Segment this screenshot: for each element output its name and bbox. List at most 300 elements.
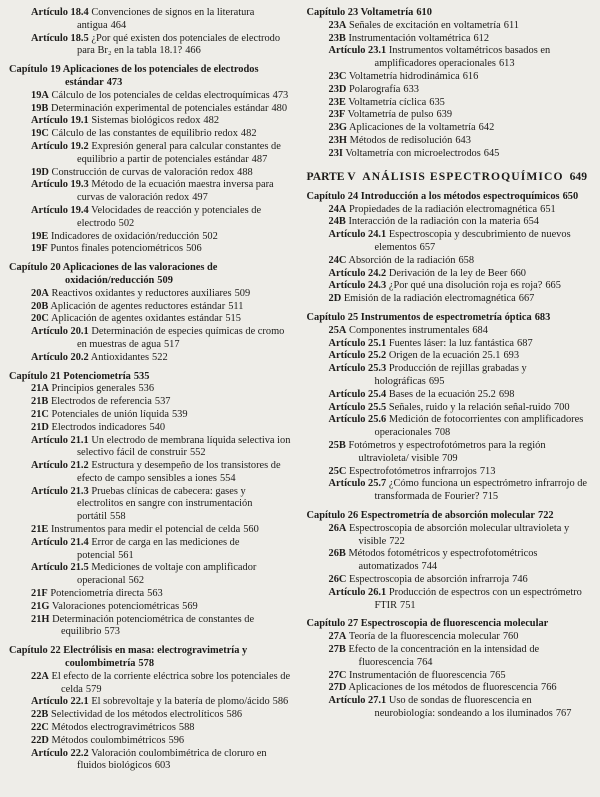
entry-label: Artículo 20.2 xyxy=(31,351,89,363)
entry-label: Artículo 24.1 xyxy=(328,229,387,241)
entry-page-number: 596 xyxy=(168,734,185,746)
toc-entry-article xyxy=(9,205,294,231)
entry-label: Artículo 18.5 xyxy=(31,32,89,44)
entry-title: Voltametría hidrodinámica xyxy=(348,70,460,82)
entry-title: Teoría de la fluorescencia molecular xyxy=(348,631,500,643)
entry-title: Métodos fotométricos y espectrofotométricos automatizados xyxy=(348,548,538,573)
entry-page-number: 693 xyxy=(503,350,520,362)
entry-page-number: 643 xyxy=(455,134,471,146)
entry-page-number: 586 xyxy=(226,709,243,721)
toc-entry-section xyxy=(307,523,592,549)
entry-label: 19E xyxy=(31,230,49,242)
entry-title: Introducción a los métodos espectroquímicos xyxy=(360,190,560,202)
toc-entry-section xyxy=(307,574,592,587)
toc-entry-article xyxy=(9,179,294,205)
toc-entry-section xyxy=(307,631,592,644)
entry-title: Absorción de la radiación xyxy=(348,254,456,266)
entry-page-number: 760 xyxy=(502,631,519,643)
entry-title: Señales, ruido y la relación señal-ruido xyxy=(388,401,551,413)
entry-title: Fotómetros y espectrofotómetros para la región ultravioleta/ visible xyxy=(348,439,546,464)
entry-label: Capítulo 27 xyxy=(306,618,359,630)
toc-entry-section xyxy=(9,671,294,697)
toc-entry-section xyxy=(307,97,592,110)
entry-page-number: 660 xyxy=(510,267,526,279)
entry-title: Polarografía xyxy=(349,83,401,95)
entry-page-number: 480 xyxy=(271,102,288,114)
toc-entry-section xyxy=(9,243,294,256)
entry-label: 23B xyxy=(328,32,346,44)
entry-label: 22D xyxy=(31,734,49,746)
entry-label: 21G xyxy=(31,600,50,612)
entry-page-number: 537 xyxy=(154,396,171,408)
toc-entry-article xyxy=(307,45,592,71)
toc-entry-section xyxy=(9,588,294,601)
entry-title: Electrodos indicadores xyxy=(51,421,147,433)
entry-page-number: 751 xyxy=(400,599,416,611)
toc-entry-section xyxy=(9,601,294,614)
entry-page-number: 709 xyxy=(442,452,458,464)
entry-label: 24C xyxy=(328,254,347,266)
toc-entry-article xyxy=(9,537,294,563)
entry-title: Cálculo de las constantes de equilibrio redox xyxy=(51,128,238,140)
entry-label: Artículo 25.7 xyxy=(328,478,387,490)
entry-page-number: 700 xyxy=(553,401,570,413)
toc-entry-section xyxy=(307,255,592,268)
entry-label: Artículo 21.3 xyxy=(31,485,89,497)
toc-entry-section xyxy=(307,84,592,97)
entry-title: Pruebas clínicas de cabecera: gases y electrolitos en sangre con instrumentación portátil xyxy=(77,485,253,523)
entry-page-number: 639 xyxy=(436,109,453,121)
entry-title: Medición de fotocorrientes con amplificadores operacionales xyxy=(374,414,584,439)
toc-entry-section xyxy=(307,216,592,229)
toc-entry-chapter xyxy=(307,191,592,204)
entry-title: Producción de espectros con un espectrómetro FTIR xyxy=(374,586,582,611)
entry-page-number: 487 xyxy=(251,153,268,165)
toc-entry-chapter xyxy=(307,312,592,325)
entry-title: Efecto de la concentración en la intensidad de fluorescencia xyxy=(348,643,540,668)
toc-entry-article xyxy=(9,562,294,588)
toc-entry-section xyxy=(307,293,592,306)
entry-label: 22B xyxy=(31,709,49,721)
toc-entry-section xyxy=(9,383,294,396)
entry-page-number: 695 xyxy=(428,375,445,387)
entry-title: Valoraciones potenciométricas xyxy=(51,600,180,612)
toc-entry-article xyxy=(307,414,592,440)
entry-title: Espectroscopia de fluorescencia molecular xyxy=(360,618,549,630)
entry-title: Uso de sondas de fluorescencia en neurobiología: sondeando a los iluminados xyxy=(374,695,553,719)
entry-title: Espectroscopia de absorción infrarroja xyxy=(349,573,510,585)
entry-title: Emisión de la radiación electromagnética xyxy=(343,293,516,305)
entry-page-number: 744 xyxy=(421,561,438,573)
entry-label: Capítulo 20 xyxy=(9,262,61,274)
entry-page-number: 509 xyxy=(234,287,251,299)
entry-page-number: 466 xyxy=(185,45,201,57)
toc-entry-section xyxy=(307,682,592,695)
entry-page-number: 687 xyxy=(517,337,533,349)
entry-label: 25B xyxy=(328,439,346,451)
entry-title: Un electrodo de membrana líquida selectiva ion selectivo fácil de construir xyxy=(77,434,291,459)
entry-page-number: 616 xyxy=(462,70,479,82)
toc-entry-article xyxy=(9,435,294,461)
entry-label: Artículo 19.3 xyxy=(31,179,89,191)
entry-title: Métodos electrogravimétricos xyxy=(51,722,176,734)
entry-title: Sistemas biológicos redox xyxy=(91,115,201,127)
entry-title: Aplicaciones de la voltametría xyxy=(349,122,476,134)
entry-page-number: 654 xyxy=(523,216,539,228)
entry-label: 26B xyxy=(328,548,346,560)
entry-page-number: 588 xyxy=(178,722,195,734)
entry-page-number: 766 xyxy=(541,682,557,694)
entry-page-number: 482 xyxy=(240,128,257,140)
entry-label: 26A xyxy=(328,522,347,534)
entry-label: 27A xyxy=(328,631,347,643)
entry-page-number: 563 xyxy=(147,588,163,600)
entry-title: Electrólisis en masa: electrogravimetría y coulombimetría xyxy=(63,645,248,670)
entry-title: Determinación potenciométrica de constantes de equilibrio xyxy=(52,613,255,638)
entry-title: Estructura y desempeño de los transistores de efecto de campo sensibles a iones xyxy=(77,460,281,484)
entry-page-number: 715 xyxy=(482,491,499,503)
entry-label: Artículo 21.4 xyxy=(31,536,89,548)
entry-page-number: 764 xyxy=(416,656,433,668)
toc-entry-section xyxy=(307,670,592,683)
entry-page-number: 562 xyxy=(128,575,145,587)
entry-label: 21E xyxy=(31,524,49,536)
entry-label: 23G xyxy=(328,122,347,134)
entry-page-number: 511 xyxy=(228,300,244,312)
entry-title: Selectividad de los métodos electrolíticos xyxy=(50,709,224,721)
entry-title: Métodos coulombimétricos xyxy=(51,734,166,746)
entry-label: Artículo 21.2 xyxy=(31,460,89,472)
entry-title: ANÁLISIS ESPECTROQUÍMICO xyxy=(362,169,564,183)
entry-label: 22A xyxy=(31,670,49,682)
entry-title: Espectrofotómetros infrarrojos xyxy=(349,465,477,477)
toc-entry-section xyxy=(9,422,294,435)
entry-label: 21F xyxy=(31,588,48,600)
entry-page-number: 464 xyxy=(110,19,127,31)
entry-page-number: 667 xyxy=(518,293,535,305)
entry-label: Artículo 25.1 xyxy=(328,337,387,349)
entry-title: ¿Por qué existen dos potenciales de electrodo para Br₂ en la tabla 18.1? xyxy=(77,32,281,57)
entry-title: Bases de la ecuación 25.2 xyxy=(388,388,496,400)
entry-page-number: 488 xyxy=(237,166,253,178)
toc-entry-article xyxy=(307,350,592,363)
entry-label: 27C xyxy=(328,669,347,681)
entry-label: 23I xyxy=(328,147,343,159)
entry-page-number: 497 xyxy=(192,192,208,204)
entry-page-number: 722 xyxy=(538,509,554,521)
entry-label: 23D xyxy=(328,83,347,95)
entry-label: 23C xyxy=(328,70,347,82)
entry-title: Aplicación de agentes reductores estándar xyxy=(50,300,226,312)
entry-title: Velocidades de reacción y potenciales de electrodo xyxy=(77,204,262,229)
entry-label: Artículo 19.1 xyxy=(31,115,89,127)
entry-title: Convenciones de signos en la literatura antigua xyxy=(77,7,255,31)
toc-entry-section xyxy=(9,288,294,301)
toc-entry-section xyxy=(9,301,294,314)
entry-page-number: 665 xyxy=(545,280,561,292)
entry-page-number: 509 xyxy=(157,274,173,286)
entry-page-number: 515 xyxy=(225,313,241,325)
entry-title: Aplicaciones de las valoraciones de oxidación/reducción xyxy=(62,262,218,286)
toc-entry-section xyxy=(9,231,294,244)
toc-entry-article xyxy=(9,115,294,128)
entry-label: 23A xyxy=(328,19,347,31)
toc-entry-section xyxy=(307,122,592,135)
toc-entry-section xyxy=(9,409,294,422)
entry-label: 21B xyxy=(31,396,49,408)
toc-entry-section xyxy=(307,325,592,338)
entry-title: Señales de excitación en voltametría xyxy=(349,19,501,31)
toc-entry-chapter xyxy=(307,510,592,523)
toc-column-left xyxy=(9,7,294,791)
toc-entry-article xyxy=(9,460,294,486)
entry-page-number: 767 xyxy=(555,707,572,719)
entry-label: 26C xyxy=(328,573,347,585)
entry-label: 27D xyxy=(328,682,347,694)
entry-title: Determinación experimental de potenciales estándar xyxy=(50,102,269,114)
entry-title: Mediciones de voltaje con amplificador operacional xyxy=(77,562,257,587)
toc-entry-section xyxy=(307,109,592,122)
toc-entry-section xyxy=(307,466,592,479)
entry-page-number: 645 xyxy=(483,147,500,159)
entry-label: Artículo 25.3 xyxy=(328,363,387,375)
entry-page-number: 522 xyxy=(152,351,168,363)
entry-title: Origen de la ecuación 25.1 xyxy=(388,350,501,362)
entry-page-number: 613 xyxy=(498,58,515,70)
entry-label: Artículo 21.5 xyxy=(31,562,89,574)
toc-entry-section xyxy=(307,33,592,46)
entry-page-number: 586 xyxy=(272,696,289,708)
toc-entry-article xyxy=(307,229,592,255)
toc-entry-section xyxy=(9,128,294,141)
entry-title: Espectroscopia y descubrimiento de nuevos elementos xyxy=(374,229,571,253)
toc-entry-article xyxy=(9,696,294,709)
entry-label: 19B xyxy=(31,102,49,114)
entry-page-number: 722 xyxy=(389,535,405,547)
toc-entry-section xyxy=(9,90,294,103)
entry-page-number: 517 xyxy=(163,338,180,350)
entry-title: Indicadores de oxidación/reducción xyxy=(50,230,200,242)
entry-page-number: 473 xyxy=(106,76,123,88)
toc-entry-article xyxy=(307,402,592,415)
toc-entry-section xyxy=(9,167,294,180)
toc-entry-section xyxy=(9,614,294,640)
entry-title: Reactivos oxidantes y reductores auxiliares xyxy=(51,287,232,299)
entry-label: Artículo 25.4 xyxy=(328,388,387,400)
toc-entry-chapter xyxy=(307,7,592,20)
entry-page-number: 535 xyxy=(133,370,150,382)
entry-page-number: 765 xyxy=(489,669,506,681)
entry-label: 27B xyxy=(328,643,346,655)
entry-page-number: 611 xyxy=(503,19,519,31)
toc-entry-section xyxy=(9,396,294,409)
entry-page-number: 554 xyxy=(219,472,236,484)
entry-label: 2D xyxy=(328,293,342,305)
entry-label: Capítulo 22 xyxy=(9,645,61,657)
toc-entry-chapter xyxy=(9,645,294,671)
entry-label: Artículo 22.1 xyxy=(31,696,89,708)
entry-label: 23H xyxy=(328,134,347,146)
entry-label: 24B xyxy=(328,216,346,228)
entry-title: Espectrometría de absorción molecular xyxy=(360,509,536,521)
entry-title: Instrumentos para medir el potencial de celda xyxy=(50,524,241,536)
entry-label: Capítulo 19 xyxy=(9,64,61,76)
entry-page-number: 579 xyxy=(85,683,102,695)
entry-page-number: 698 xyxy=(498,388,515,400)
toc-entry-section xyxy=(307,548,592,574)
entry-label: Artículo 20.1 xyxy=(31,326,89,338)
toc-entry-section xyxy=(9,722,294,735)
toc-entry-section xyxy=(307,135,592,148)
entry-page-number: 635 xyxy=(429,96,445,108)
entry-label: 21H xyxy=(31,613,50,625)
entry-title: Cálculo de los potenciales de celdas electroquímicas xyxy=(51,89,270,101)
entry-title: Instrumentos de espectrometría óptica xyxy=(360,311,532,323)
toc-entry-chapter xyxy=(307,618,592,631)
entry-page-number: 561 xyxy=(118,549,134,561)
entry-title: Expresión general para calcular constantes de equilibrio a partir de potenciales estándar xyxy=(77,140,281,165)
toc-entry-chapter xyxy=(9,371,294,384)
toc-entry-chapter xyxy=(9,262,294,288)
entry-page-number: 502 xyxy=(118,217,135,229)
entry-title: Voltametría con microelectrodos xyxy=(345,147,481,159)
toc-entry-section xyxy=(307,644,592,670)
entry-page-number: 540 xyxy=(149,421,166,433)
entry-title: Aplicación de agentes oxidantes estándar xyxy=(50,313,223,325)
entry-page-number: 633 xyxy=(403,83,419,95)
entry-title: Componentes instrumentales xyxy=(349,324,470,336)
entry-label: Artículo 23.1 xyxy=(328,45,387,57)
entry-label: 19D xyxy=(31,166,49,178)
entry-label: 23F xyxy=(328,109,346,121)
toc-entry-section xyxy=(9,524,294,537)
entry-title: Interacción de la radiación con la materia xyxy=(348,216,521,228)
entry-page-number: 539 xyxy=(171,408,188,420)
entry-title: Voltametría cíclica xyxy=(348,96,427,108)
toc-entry-section xyxy=(307,71,592,84)
entry-label: 19C xyxy=(31,128,49,140)
entry-label: Artículo 19.4 xyxy=(31,204,89,216)
entry-label: 25A xyxy=(328,324,347,336)
toc-entry-part xyxy=(307,170,592,184)
entry-label: Artículo 22.2 xyxy=(31,747,89,759)
entry-title: Instrumentación voltamétrica xyxy=(348,32,471,44)
entry-label: Artículo 21.1 xyxy=(31,434,89,446)
toc-entry-section xyxy=(9,103,294,116)
entry-label: 21A xyxy=(31,383,49,395)
entry-title: Determinación de especies químicas de cromo en muestras de agua xyxy=(77,326,285,350)
entry-label: Capítulo 21 xyxy=(9,370,61,382)
entry-title: ¿Cómo funciona un espectrómetro infrarrojo de transformada de Fourier? xyxy=(374,478,588,503)
entry-label: Capítulo 24 xyxy=(306,190,359,202)
toc-entry-article xyxy=(307,268,592,281)
entry-label: Artículo 18.4 xyxy=(31,7,89,18)
entry-label: Capítulo 26 xyxy=(306,509,359,521)
entry-label: 24A xyxy=(328,203,347,215)
entry-label: 20A xyxy=(31,287,49,299)
entry-title: ¿Por qué una disolución roja es roja? xyxy=(388,280,543,292)
toc-entry-article xyxy=(307,695,592,721)
entry-label: 22C xyxy=(31,722,49,734)
entry-label: Artículo 27.1 xyxy=(328,695,387,707)
entry-page-number: 573 xyxy=(104,626,120,638)
entry-title: Instrumentación de fluorescencia xyxy=(349,669,487,681)
entry-label: 21D xyxy=(31,421,49,433)
entry-page-number: 536 xyxy=(138,383,155,395)
entry-page-number: 650 xyxy=(562,190,579,202)
toc-entry-article xyxy=(9,486,294,524)
entry-page-number: 612 xyxy=(473,32,490,44)
toc-column-right xyxy=(307,7,592,791)
toc-entry-section xyxy=(307,440,592,466)
toc-entry-article xyxy=(9,33,294,59)
entry-label: Artículo 24.3 xyxy=(328,280,387,292)
entry-page-number: 746 xyxy=(512,573,528,585)
entry-title: Propiedades de la radiación electromagnética xyxy=(349,203,538,215)
entry-page-number: 502 xyxy=(202,230,218,242)
toc-entry-article xyxy=(9,141,294,167)
entry-title: Producción de rejillas grabadas y holográficas xyxy=(374,363,527,387)
entry-label: 21C xyxy=(31,408,49,420)
entry-title: Puntos finales potenciométricos xyxy=(50,243,184,255)
toc-entry-section xyxy=(307,20,592,33)
toc-entry-article xyxy=(9,7,294,33)
entry-label: Artículo 25.2 xyxy=(328,350,387,362)
toc-entry-section xyxy=(9,313,294,326)
entry-title: Potenciometría xyxy=(63,370,131,382)
entry-title: El sobrevoltaje y la batería de plomo/ácido xyxy=(91,696,270,708)
entry-title: Electrodos de referencia xyxy=(50,396,152,408)
entry-page-number: 684 xyxy=(472,324,488,336)
toc-entry-article xyxy=(307,587,592,613)
entry-title: Espectroscopia de absorción molecular ultravioleta y visible xyxy=(349,522,570,547)
entry-page-number: 610 xyxy=(416,7,432,18)
entry-page-number: 578 xyxy=(138,658,155,670)
entry-title: El efecto de la corriente eléctrica sobre los potenciales de celda xyxy=(51,670,291,695)
entry-title: Aplicaciones de los potenciales de electrodos estándar xyxy=(62,64,259,88)
toc-entry-article xyxy=(307,363,592,389)
entry-title: Derivación de la ley de Beer xyxy=(388,267,508,279)
toc-entry-chapter xyxy=(9,64,294,90)
toc-entry-article xyxy=(9,748,294,774)
entry-page-number: 642 xyxy=(478,122,495,134)
entry-page-number: 657 xyxy=(419,242,436,253)
entry-label: 23E xyxy=(328,96,346,108)
entry-page-number: 658 xyxy=(458,254,475,266)
entry-title: Error de carga en las mediciones de potencial xyxy=(77,536,240,561)
entry-page-number: 713 xyxy=(479,465,496,477)
entry-page-number: 560 xyxy=(243,524,259,536)
entry-label: Artículo 25.5 xyxy=(328,401,387,413)
entry-title: Aplicaciones de los métodos de fluorescencia xyxy=(348,682,539,694)
entry-page-number: 552 xyxy=(189,447,206,459)
toc-entry-article xyxy=(9,326,294,352)
entry-title: Voltametría de pulso xyxy=(347,109,434,121)
entry-label: 19F xyxy=(31,243,48,255)
entry-title: Antioxidantes xyxy=(90,351,150,363)
entry-page-number: 558 xyxy=(110,511,126,523)
toc-entry-article xyxy=(307,478,592,504)
entry-page-number: 683 xyxy=(534,311,551,323)
entry-label: PARTE V xyxy=(306,169,356,183)
entry-title: Método de la ecuación maestra inversa para curvas de valoración redox xyxy=(77,179,274,204)
entry-page-number: 569 xyxy=(182,600,198,612)
entry-label: 20B xyxy=(31,300,49,312)
entry-label: Artículo 25.6 xyxy=(328,414,387,426)
entry-title: Instrumentos voltamétricos basados en amplificadores operacionales xyxy=(374,45,551,70)
entry-label: Capítulo 25 xyxy=(306,311,359,323)
toc-entry-section xyxy=(9,735,294,748)
